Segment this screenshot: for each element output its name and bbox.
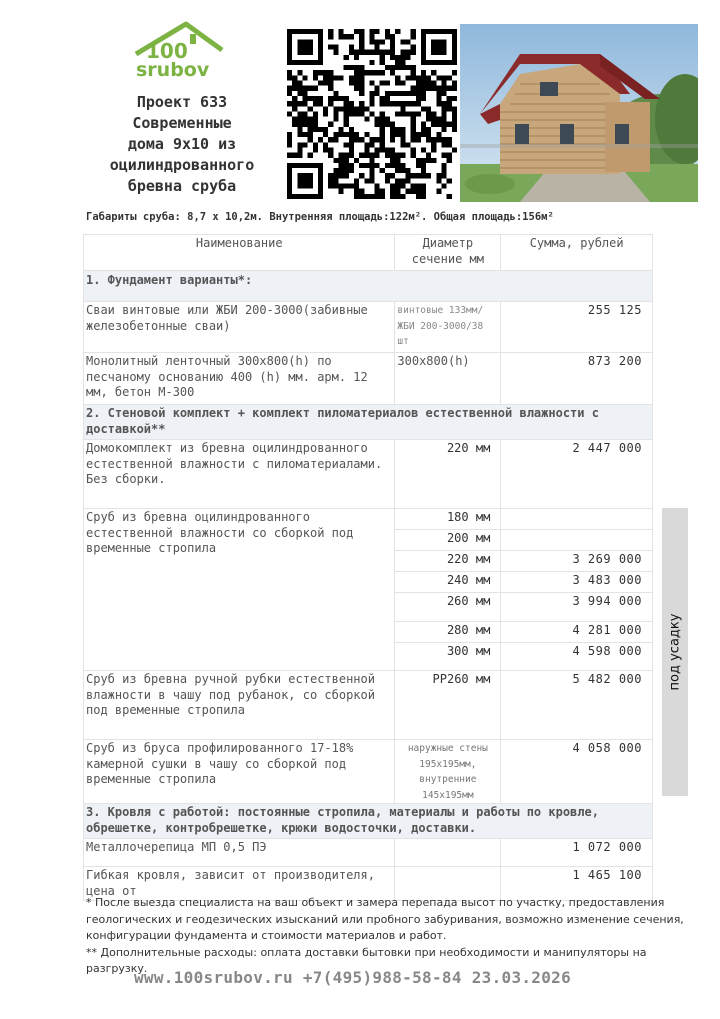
settlement-side-tab [662, 508, 688, 796]
diameter-line: 145х195мм [422, 789, 474, 801]
variant-diameter: 200 мм [395, 530, 501, 551]
diameter-line: наружные стены [407, 743, 488, 754]
section-walls: 2. Стеновой комплект + комплект пиломатериалов естественной влажности с доставкой** [84, 405, 653, 440]
footnotes [86, 895, 706, 978]
variant-diameter: 300 мм [395, 643, 501, 671]
header-name: Наименование [84, 235, 395, 271]
house-photo [460, 24, 698, 202]
section-row-foundation [84, 271, 653, 302]
section-foundation: 1. Фундамент варианты*: [84, 271, 653, 302]
logo-number: 100 [146, 39, 188, 63]
variant-sum: 4 281 000 [501, 622, 653, 643]
project-title-line: оцилиндрованного [109, 156, 255, 174]
project-title-line: дома 9х10 из [127, 135, 237, 153]
project-title-line: бревна сруба [127, 177, 237, 195]
variant-sum: 3 483 000 [501, 572, 653, 593]
section-row-roof [84, 804, 653, 839]
variant-sum: 3 994 000 [501, 593, 653, 622]
row-name: Сруб из бревна оцилиндрованного естественной влажности со сборкой под временные стропила [84, 509, 395, 671]
company-logo [132, 20, 228, 80]
variant-diameter: 220 мм [395, 551, 501, 572]
row-sum: 5 482 000 [501, 671, 653, 740]
table-row [84, 302, 653, 353]
row-name: Монолитный ленточный 300х800(h) по песчаному основанию 400 (h) мм. арм. 12 мм, бетон М-300 [84, 353, 395, 405]
row-diameter: РР260 мм [395, 671, 501, 740]
row-sum: 2 447 000 [501, 440, 653, 509]
variant-sum [501, 509, 653, 530]
project-title-line: Современные [132, 114, 232, 132]
table-row [84, 839, 653, 867]
row-name: Сваи винтовые или ЖБИ 200-3000(забивные железобетонные сваи) [84, 302, 395, 353]
row-sum: 1 465 100 [501, 867, 653, 901]
variant-sum: 4 598 000 [501, 643, 653, 671]
table-row [84, 740, 653, 804]
row-name: Домокомплект из бревна оцилиндрованного естественной влажности с пиломатериалами. Без сборки. [84, 440, 395, 509]
row-diameter: 300х800(h) [395, 353, 501, 405]
diameter-line: внутренние [419, 774, 477, 785]
footnote-foundation: * После выезда специалиста на ваш объект и замера перепада высот по участку, предоставления геологических и геодезических изысканий или пробного забуривания, возможно изменение сечения, конфигурации фундамента и стоимости материалов и работ. [86, 896, 684, 942]
footnote-extra-costs: ** Дополнительные расходы: оплата доставки бытовки при необходимости и манипуляторы на разгрузку. [86, 945, 647, 975]
variant-sum [501, 530, 653, 551]
row-diameter [395, 839, 501, 867]
side-tab-label: под усадку [667, 613, 683, 691]
row-sum: 873 200 [501, 353, 653, 405]
row-diameter: 220 мм [395, 440, 501, 509]
header-diameter: Диаметр сечение мм [395, 235, 501, 271]
row-name: Гибкая кровля, зависит от производителя, цена от [84, 867, 395, 901]
row-sum: 1 072 000 [501, 839, 653, 867]
variant-sum: 3 269 000 [501, 551, 653, 572]
footer-contacts: www.100srubov.ru +7(495)988-58-84 23.03.2026 [134, 968, 572, 987]
row-name: Металлочерепица МП 0,5 ПЭ [84, 839, 395, 867]
header-sum: Сумма, рублей [501, 235, 653, 271]
price-table [83, 234, 653, 901]
table-row [84, 671, 653, 740]
table-row [84, 440, 653, 509]
logo-brand: srubov [136, 59, 210, 80]
variant-diameter: 240 мм [395, 572, 501, 593]
dimensions-text: Габариты сруба: 8,7 х 10,2м. Внутренняя площадь:122м². Общая площадь:156м² [86, 211, 554, 223]
project-title-line: Проект 633 [136, 93, 228, 111]
project-title [82, 92, 282, 197]
qr-code [287, 28, 457, 200]
row-name: Сруб из бревна ручной рубки естественной влажности в чашу под рубанок, со сборкой под временные стропила [84, 671, 395, 740]
row-sum: 4 058 000 [501, 740, 653, 804]
table-header-row [84, 235, 653, 271]
variant-diameter: 260 мм [395, 593, 501, 622]
row-name: Сруб из бруса профилированного 17-18% камерной сушки в чашу со сборкой под временные стропила [84, 740, 395, 804]
table-row [84, 353, 653, 405]
section-row-walls [84, 405, 653, 440]
variant-diameter: 280 мм [395, 622, 501, 643]
section-roof: 3. Кровля с работой: постоянные стропила, материалы и работы по кровле, обрешетке, контробрешетке, крюки водосточки, доставки. [84, 804, 653, 839]
variant-diameter: 180 мм [395, 509, 501, 530]
table-row [84, 509, 653, 530]
diameter-line: 195х195мм, [419, 758, 477, 770]
row-diameter [395, 740, 501, 804]
row-sum: 255 125 [501, 302, 653, 353]
row-diameter: винтовые 133мм/ЖБИ 200-3000/38 шт [395, 302, 501, 353]
